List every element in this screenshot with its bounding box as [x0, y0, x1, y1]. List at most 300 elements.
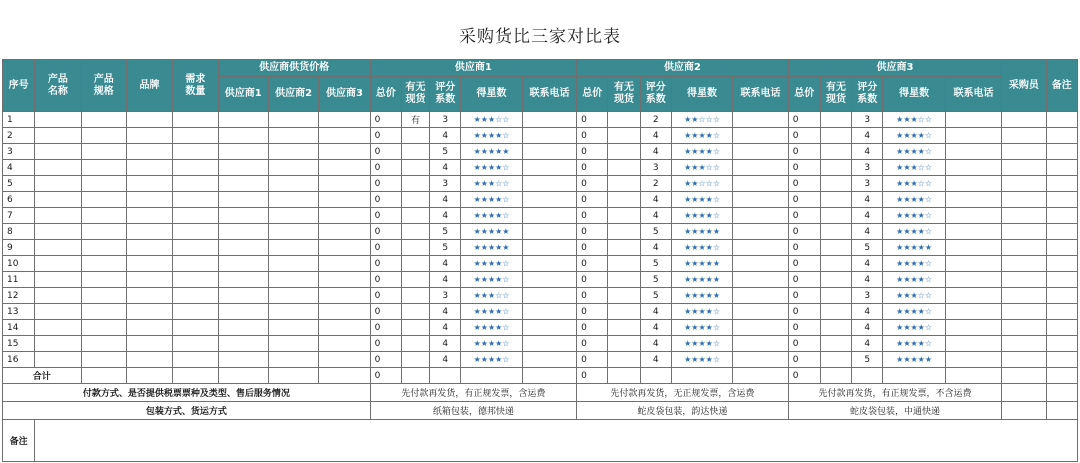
buyer-cell[interactable]: [1002, 304, 1046, 320]
total-cell[interactable]: [401, 368, 429, 384]
price-s2-cell[interactable]: [268, 288, 318, 304]
packing-s2[interactable]: 蛇皮袋包装，韵达快递: [577, 402, 789, 420]
price-s1-cell[interactable]: [218, 192, 268, 208]
brand-cell[interactable]: [126, 256, 172, 272]
s3-stock-cell[interactable]: [820, 144, 851, 160]
s2-stock-cell[interactable]: [608, 240, 640, 256]
s2-score-cell: 4: [640, 128, 671, 144]
payment-s2[interactable]: 先付款再发货，无正规发票，含运费: [577, 384, 789, 402]
demand-qty-cell[interactable]: [173, 144, 218, 160]
s1-phone-cell[interactable]: [522, 304, 576, 320]
remark-cell[interactable]: [1046, 336, 1077, 352]
price-s3-cell[interactable]: [319, 160, 370, 176]
s2-phone-cell[interactable]: [733, 224, 788, 240]
buyer-cell[interactable]: [1002, 240, 1046, 256]
packing-s1[interactable]: 纸箱包装，德邦快递: [370, 402, 576, 420]
s2-phone-cell[interactable]: [733, 176, 788, 192]
s2-stock-cell[interactable]: [608, 256, 640, 272]
s3-stock-cell[interactable]: [820, 272, 851, 288]
price-s2-cell[interactable]: [268, 352, 318, 368]
s3-phone-cell[interactable]: [945, 112, 1001, 128]
s3-phone-cell[interactable]: [945, 304, 1001, 320]
s3-phone-cell[interactable]: [945, 192, 1001, 208]
s2-stock-cell[interactable]: [608, 208, 640, 224]
s2-stock-cell[interactable]: [608, 192, 640, 208]
price-s2-cell[interactable]: [268, 240, 318, 256]
product-name-cell[interactable]: [35, 224, 81, 240]
s3-stock-cell[interactable]: [820, 208, 851, 224]
total-cell[interactable]: [430, 368, 461, 384]
s2-phone-cell[interactable]: [733, 112, 788, 128]
price-s3-cell[interactable]: [319, 112, 370, 128]
price-s3-cell[interactable]: [319, 128, 370, 144]
s1-phone-cell[interactable]: [522, 224, 576, 240]
price-s2-cell[interactable]: [268, 336, 318, 352]
s2-stock-cell[interactable]: [608, 224, 640, 240]
price-s1-cell[interactable]: [218, 176, 268, 192]
total-cell[interactable]: [126, 368, 172, 384]
product-name-cell[interactable]: [35, 320, 81, 336]
buyer-cell[interactable]: [1002, 128, 1046, 144]
remark-cell[interactable]: [1046, 304, 1077, 320]
s1-stock-cell[interactable]: [401, 208, 429, 224]
header-s3-score: 评分 系数: [852, 77, 883, 112]
product-spec-cell[interactable]: [81, 336, 126, 352]
s2-phone-cell[interactable]: [733, 336, 788, 352]
buyer-cell[interactable]: [1002, 208, 1046, 224]
price-s1-cell[interactable]: [218, 160, 268, 176]
s1-stock-cell[interactable]: [401, 320, 429, 336]
price-s1-cell[interactable]: [218, 336, 268, 352]
total-cell[interactable]: [461, 368, 522, 384]
product-spec-cell[interactable]: [81, 192, 126, 208]
s1-stock-cell[interactable]: [401, 176, 429, 192]
s1-stock-cell[interactable]: [401, 128, 429, 144]
total-cell[interactable]: [671, 368, 732, 384]
total-cell[interactable]: [173, 368, 218, 384]
product-spec-cell[interactable]: [81, 176, 126, 192]
s2-phone-cell[interactable]: [733, 272, 788, 288]
demand-qty-cell[interactable]: [173, 176, 218, 192]
s3-total-cell: 0: [788, 208, 820, 224]
packing-s3[interactable]: 蛇皮袋包装，中通快递: [788, 402, 1002, 420]
payment-s3[interactable]: 先付款再发货，有正规发票，不含运费: [788, 384, 1002, 402]
s1-phone-cell[interactable]: [522, 160, 576, 176]
price-s3-cell[interactable]: [319, 304, 370, 320]
demand-qty-cell[interactable]: [173, 320, 218, 336]
s3-stock-cell[interactable]: [820, 160, 851, 176]
s1-phone-cell[interactable]: [522, 176, 576, 192]
remark-row: [3, 420, 1078, 462]
s2-total-cell: 0: [577, 224, 608, 240]
buyer-cell[interactable]: [1002, 352, 1046, 368]
s1-stock-cell[interactable]: 有: [401, 112, 429, 128]
s3-stars-cell: ★★★★☆: [883, 304, 945, 320]
price-s2-cell[interactable]: [268, 160, 318, 176]
s3-stock-cell[interactable]: [820, 192, 851, 208]
s2-stock-cell[interactable]: [608, 288, 640, 304]
demand-qty-cell[interactable]: [173, 128, 218, 144]
row-seq: 15: [3, 336, 35, 352]
s2-stars-cell: ★★☆☆☆: [671, 176, 732, 192]
brand-cell[interactable]: [126, 288, 172, 304]
s3-total-cell: 0: [788, 272, 820, 288]
demand-qty-cell[interactable]: [173, 192, 218, 208]
page-title: 采购货比三家对比表: [459, 27, 621, 47]
total-cell[interactable]: [608, 368, 640, 384]
brand-cell[interactable]: [126, 192, 172, 208]
s1-stock-cell[interactable]: [401, 288, 429, 304]
product-name-cell[interactable]: [35, 192, 81, 208]
price-s1-cell[interactable]: [218, 288, 268, 304]
s2-phone-cell[interactable]: [733, 352, 788, 368]
price-s1-cell[interactable]: [218, 272, 268, 288]
s3-stock-cell[interactable]: [820, 320, 851, 336]
price-s3-cell[interactable]: [319, 192, 370, 208]
s2-phone-cell[interactable]: [733, 256, 788, 272]
header-s1-score: 评分 系数: [430, 77, 461, 112]
s1-phone-cell[interactable]: [522, 272, 576, 288]
s3-phone-cell[interactable]: [945, 320, 1001, 336]
price-s2-cell[interactable]: [268, 256, 318, 272]
s2-phone-cell[interactable]: [733, 192, 788, 208]
brand-cell[interactable]: [126, 336, 172, 352]
s2-phone-cell[interactable]: [733, 128, 788, 144]
s3-score-cell: 4: [852, 256, 883, 272]
s3-phone-cell[interactable]: [945, 336, 1001, 352]
total-cell[interactable]: [883, 368, 945, 384]
s2-stock-cell[interactable]: [608, 128, 640, 144]
brand-cell[interactable]: [126, 240, 172, 256]
s3-stock-cell[interactable]: [820, 304, 851, 320]
total-cell[interactable]: [1002, 368, 1046, 384]
product-name-cell[interactable]: [35, 336, 81, 352]
product-name-cell[interactable]: [35, 144, 81, 160]
remark-cell[interactable]: [1046, 144, 1077, 160]
s1-phone-cell[interactable]: [522, 128, 576, 144]
s2-total-cell: 0: [577, 192, 608, 208]
s1-stock-cell[interactable]: [401, 192, 429, 208]
buyer-cell[interactable]: [1002, 288, 1046, 304]
price-s3-cell[interactable]: [319, 240, 370, 256]
price-s3-cell[interactable]: [319, 208, 370, 224]
s1-phone-cell[interactable]: [522, 144, 576, 160]
total-cell[interactable]: [733, 368, 788, 384]
packing-buyer[interactable]: [1002, 402, 1046, 420]
s1-stock-cell[interactable]: [401, 304, 429, 320]
demand-qty-cell[interactable]: [173, 208, 218, 224]
total-cell[interactable]: [820, 368, 851, 384]
demand-qty-cell[interactable]: [173, 336, 218, 352]
s2-stock-cell[interactable]: [608, 352, 640, 368]
price-s2-cell[interactable]: [268, 192, 318, 208]
s3-phone-cell[interactable]: [945, 128, 1001, 144]
demand-qty-cell[interactable]: [173, 112, 218, 128]
total-cell[interactable]: [268, 368, 318, 384]
demand-qty-cell[interactable]: [173, 224, 218, 240]
s2-total-cell: 0: [577, 304, 608, 320]
remark-cell[interactable]: [1046, 320, 1077, 336]
total-cell[interactable]: [640, 368, 671, 384]
buyer-cell[interactable]: [1002, 192, 1046, 208]
product-name-cell[interactable]: [35, 240, 81, 256]
product-name-cell[interactable]: [35, 128, 81, 144]
price-s2-cell[interactable]: [268, 144, 318, 160]
s2-stock-cell[interactable]: [608, 160, 640, 176]
s2-stock-cell[interactable]: [608, 144, 640, 160]
s1-phone-cell[interactable]: [522, 112, 576, 128]
price-s1-cell[interactable]: [218, 112, 268, 128]
buyer-cell[interactable]: [1002, 336, 1046, 352]
remark-content[interactable]: [35, 420, 1078, 462]
price-s3-cell[interactable]: [319, 336, 370, 352]
price-s1-cell[interactable]: [218, 240, 268, 256]
remark-cell[interactable]: [1046, 272, 1077, 288]
s2-stock-cell[interactable]: [608, 176, 640, 192]
brand-cell[interactable]: [126, 160, 172, 176]
price-s3-cell[interactable]: [319, 144, 370, 160]
price-s3-cell[interactable]: [319, 256, 370, 272]
s3-phone-cell[interactable]: [945, 144, 1001, 160]
s3-stock-cell[interactable]: [820, 256, 851, 272]
product-spec-cell[interactable]: [81, 112, 126, 128]
s3-stock-cell[interactable]: [820, 112, 851, 128]
s2-phone-cell[interactable]: [733, 160, 788, 176]
header-s1-stock: 有无 现货: [401, 77, 429, 112]
s3-stock-cell[interactable]: [820, 336, 851, 352]
s3-phone-cell[interactable]: [945, 176, 1001, 192]
s1-stock-cell[interactable]: [401, 160, 429, 176]
product-spec-cell[interactable]: [81, 240, 126, 256]
remark-cell[interactable]: [1046, 112, 1077, 128]
price-s1-cell[interactable]: [218, 304, 268, 320]
brand-cell[interactable]: [126, 208, 172, 224]
s3-score-cell: 5: [852, 240, 883, 256]
s1-stars-cell: ★★★★☆: [461, 208, 522, 224]
price-s3-cell[interactable]: [319, 176, 370, 192]
price-s1-cell[interactable]: [218, 224, 268, 240]
price-s1-cell[interactable]: [218, 208, 268, 224]
s2-phone-cell[interactable]: [733, 240, 788, 256]
brand-cell[interactable]: [126, 304, 172, 320]
price-s2-cell[interactable]: [268, 176, 318, 192]
price-s1-cell[interactable]: [218, 256, 268, 272]
price-s3-cell[interactable]: [319, 272, 370, 288]
total-cell[interactable]: [522, 368, 576, 384]
s3-stock-cell[interactable]: [820, 176, 851, 192]
s2-phone-cell[interactable]: [733, 144, 788, 160]
total-cell[interactable]: [319, 368, 370, 384]
s1-stock-cell[interactable]: [401, 336, 429, 352]
price-s1-cell[interactable]: [218, 320, 268, 336]
price-s2-cell[interactable]: [268, 320, 318, 336]
product-spec-cell[interactable]: [81, 144, 126, 160]
s1-phone-cell[interactable]: [522, 192, 576, 208]
product-name-cell[interactable]: [35, 272, 81, 288]
demand-qty-cell[interactable]: [173, 352, 218, 368]
s3-stars-cell: ★★★★★: [883, 240, 945, 256]
s1-phone-cell[interactable]: [522, 336, 576, 352]
price-s3-cell[interactable]: [319, 352, 370, 368]
s3-phone-cell[interactable]: [945, 224, 1001, 240]
s1-stock-cell[interactable]: [401, 352, 429, 368]
s2-stock-cell[interactable]: [608, 272, 640, 288]
header-demand-qty: 需求 数量: [173, 60, 218, 112]
remark-cell[interactable]: [1046, 128, 1077, 144]
s3-phone-cell[interactable]: [945, 160, 1001, 176]
product-spec-cell[interactable]: [81, 208, 126, 224]
total-cell[interactable]: [852, 368, 883, 384]
demand-qty-cell[interactable]: [173, 160, 218, 176]
s3-stock-cell[interactable]: [820, 288, 851, 304]
s2-stars-cell: ★★★☆☆: [671, 160, 732, 176]
remark-cell[interactable]: [1046, 288, 1077, 304]
buyer-cell[interactable]: [1002, 176, 1046, 192]
payment-buyer[interactable]: [1002, 384, 1046, 402]
s1-phone-cell[interactable]: [522, 288, 576, 304]
buyer-cell[interactable]: [1002, 272, 1046, 288]
s3-stock-cell[interactable]: [820, 224, 851, 240]
price-s2-cell[interactable]: [268, 304, 318, 320]
brand-cell[interactable]: [126, 144, 172, 160]
product-name-cell[interactable]: [35, 288, 81, 304]
buyer-cell[interactable]: [1002, 256, 1046, 272]
product-spec-cell[interactable]: [81, 224, 126, 240]
product-name-cell[interactable]: [35, 304, 81, 320]
buyer-cell[interactable]: [1002, 112, 1046, 128]
s1-total-cell: 0: [370, 336, 401, 352]
s2-stars-cell: ★★★★☆: [671, 128, 732, 144]
product-spec-cell[interactable]: [81, 352, 126, 368]
remark-cell[interactable]: [1046, 192, 1077, 208]
s2-phone-cell[interactable]: [733, 304, 788, 320]
price-s1-cell[interactable]: [218, 144, 268, 160]
packing-remark[interactable]: [1046, 402, 1077, 420]
price-s3-cell[interactable]: [319, 224, 370, 240]
product-name-cell[interactable]: [35, 352, 81, 368]
s3-phone-cell[interactable]: [945, 208, 1001, 224]
s3-stock-cell[interactable]: [820, 128, 851, 144]
s2-stock-cell[interactable]: [608, 320, 640, 336]
total-cell[interactable]: [945, 368, 1001, 384]
product-spec-cell[interactable]: [81, 272, 126, 288]
brand-cell[interactable]: [126, 320, 172, 336]
total-cell[interactable]: [1046, 368, 1077, 384]
s2-stock-cell[interactable]: [608, 304, 640, 320]
remark-cell[interactable]: [1046, 176, 1077, 192]
demand-qty-cell[interactable]: [173, 304, 218, 320]
price-s2-cell[interactable]: [268, 208, 318, 224]
remark-cell[interactable]: [1046, 352, 1077, 368]
s2-score-cell: 2: [640, 176, 671, 192]
buyer-cell[interactable]: [1002, 144, 1046, 160]
demand-qty-cell[interactable]: [173, 272, 218, 288]
brand-cell[interactable]: [126, 176, 172, 192]
price-s3-cell[interactable]: [319, 320, 370, 336]
payment-remark[interactable]: [1046, 384, 1077, 402]
brand-cell[interactable]: [126, 224, 172, 240]
s3-phone-cell[interactable]: [945, 272, 1001, 288]
payment-s1[interactable]: 先付款再发货，有正规发票，含运费: [370, 384, 576, 402]
price-s1-cell[interactable]: [218, 128, 268, 144]
product-spec-cell[interactable]: [81, 160, 126, 176]
product-spec-cell[interactable]: [81, 288, 126, 304]
s1-stock-cell[interactable]: [401, 272, 429, 288]
s1-stock-cell[interactable]: [401, 144, 429, 160]
product-name-cell[interactable]: [35, 160, 81, 176]
remark-cell[interactable]: [1046, 240, 1077, 256]
remark-cell[interactable]: [1046, 208, 1077, 224]
s3-phone-cell[interactable]: [945, 288, 1001, 304]
remark-cell[interactable]: [1046, 256, 1077, 272]
s1-phone-cell[interactable]: [522, 240, 576, 256]
buyer-cell[interactable]: [1002, 224, 1046, 240]
s1-stock-cell[interactable]: [401, 240, 429, 256]
buyer-cell[interactable]: [1002, 320, 1046, 336]
s3-stock-cell[interactable]: [820, 240, 851, 256]
s2-phone-cell[interactable]: [733, 288, 788, 304]
demand-qty-cell[interactable]: [173, 256, 218, 272]
price-s2-cell[interactable]: [268, 128, 318, 144]
product-spec-cell[interactable]: [81, 256, 126, 272]
remark-cell[interactable]: [1046, 160, 1077, 176]
s3-score-cell: 4: [852, 208, 883, 224]
s1-stars-cell: ★★★★★: [461, 144, 522, 160]
s2-stars-cell: ★★★★☆: [671, 320, 732, 336]
s3-score-cell: 4: [852, 336, 883, 352]
brand-cell[interactable]: [126, 112, 172, 128]
product-name-cell[interactable]: [35, 176, 81, 192]
s2-phone-cell[interactable]: [733, 320, 788, 336]
s1-stock-cell[interactable]: [401, 256, 429, 272]
brand-cell[interactable]: [126, 352, 172, 368]
s2-score-cell: 5: [640, 288, 671, 304]
price-s3-cell[interactable]: [319, 288, 370, 304]
product-name-cell[interactable]: [35, 208, 81, 224]
s1-phone-cell[interactable]: [522, 352, 576, 368]
s2-stock-cell[interactable]: [608, 336, 640, 352]
s3-phone-cell[interactable]: [945, 240, 1001, 256]
price-s2-cell[interactable]: [268, 272, 318, 288]
buyer-cell[interactable]: [1002, 160, 1046, 176]
total-cell[interactable]: [81, 368, 126, 384]
product-spec-cell[interactable]: [81, 304, 126, 320]
s1-phone-cell[interactable]: [522, 208, 576, 224]
s1-phone-cell[interactable]: [522, 320, 576, 336]
s3-phone-cell[interactable]: [945, 256, 1001, 272]
product-spec-cell[interactable]: [81, 320, 126, 336]
s3-stock-cell[interactable]: [820, 352, 851, 368]
price-s1-cell[interactable]: [218, 352, 268, 368]
remark-cell[interactable]: [1046, 224, 1077, 240]
product-name-cell[interactable]: [35, 112, 81, 128]
s3-phone-cell[interactable]: [945, 352, 1001, 368]
price-s2-cell[interactable]: [268, 112, 318, 128]
total-row: [3, 368, 1078, 384]
demand-qty-cell[interactable]: [173, 240, 218, 256]
price-s2-cell[interactable]: [268, 224, 318, 240]
brand-cell[interactable]: [126, 128, 172, 144]
product-name-cell[interactable]: [35, 256, 81, 272]
s1-stock-cell[interactable]: [401, 224, 429, 240]
s2-phone-cell[interactable]: [733, 208, 788, 224]
s1-phone-cell[interactable]: [522, 256, 576, 272]
total-cell[interactable]: [218, 368, 268, 384]
brand-cell[interactable]: [126, 272, 172, 288]
product-spec-cell[interactable]: [81, 128, 126, 144]
s2-stock-cell[interactable]: [608, 112, 640, 128]
demand-qty-cell[interactable]: [173, 288, 218, 304]
